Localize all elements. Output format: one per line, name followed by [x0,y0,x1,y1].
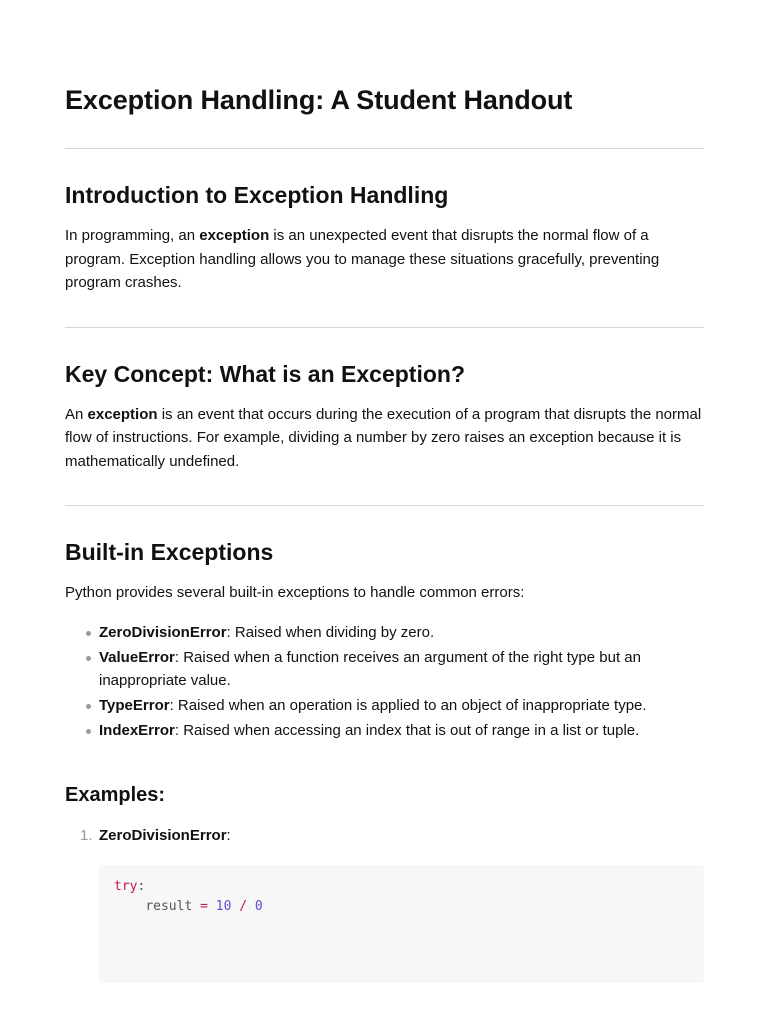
intro-heading: Introduction to Exception Handling [65,182,449,208]
divider [65,148,704,149]
list-item: TypeError: Raised when an operation is applied to an object of inappropriate type. [65,694,704,717]
examples-list [65,824,704,847]
page-title: Exception Handling: A Student Handout [65,85,573,115]
list-item: ZeroDivisionError: Raised when dividing by zero. [65,621,704,644]
divider [65,505,704,506]
key-concept-keyword: exception [87,405,158,423]
list-item: IndexError: Raised when accessing an index that is out of range in a list or tuple. [65,719,704,742]
intro-paragraph: In programming, an exception is an unexpected event that disrupts the normal flow of a program. Exception handling allows you to manage these situations gracefully, preventing program crashes. [65,227,660,291]
builtin-intro: Python provides several built-in exceptions to handle common errors: [65,584,525,601]
builtin-heading: Built-in Exceptions [65,539,274,565]
intro-keyword: exception [199,227,270,244]
divider [65,327,704,328]
list-item: 1. ZeroDivisionError: [65,824,704,847]
builtin-exceptions-list [65,621,704,742]
list-item: ValueError: Raised when a function receives an argument of the right type but an inappropriate value. [65,646,704,692]
examples-heading: Examples: [65,783,166,806]
list-number: 1. [80,826,93,844]
key-concept-paragraph: An exception is an event that occurs during the execution of a program that disrupts the normal flow of instructions. For example, dividing a number by zero raises an exception because it is mathematically undefined. [65,405,702,470]
key-concept-heading: Key Concept: What is an Exception? [65,360,465,387]
code-block: try: result = 10 / 0 [99,865,704,983]
